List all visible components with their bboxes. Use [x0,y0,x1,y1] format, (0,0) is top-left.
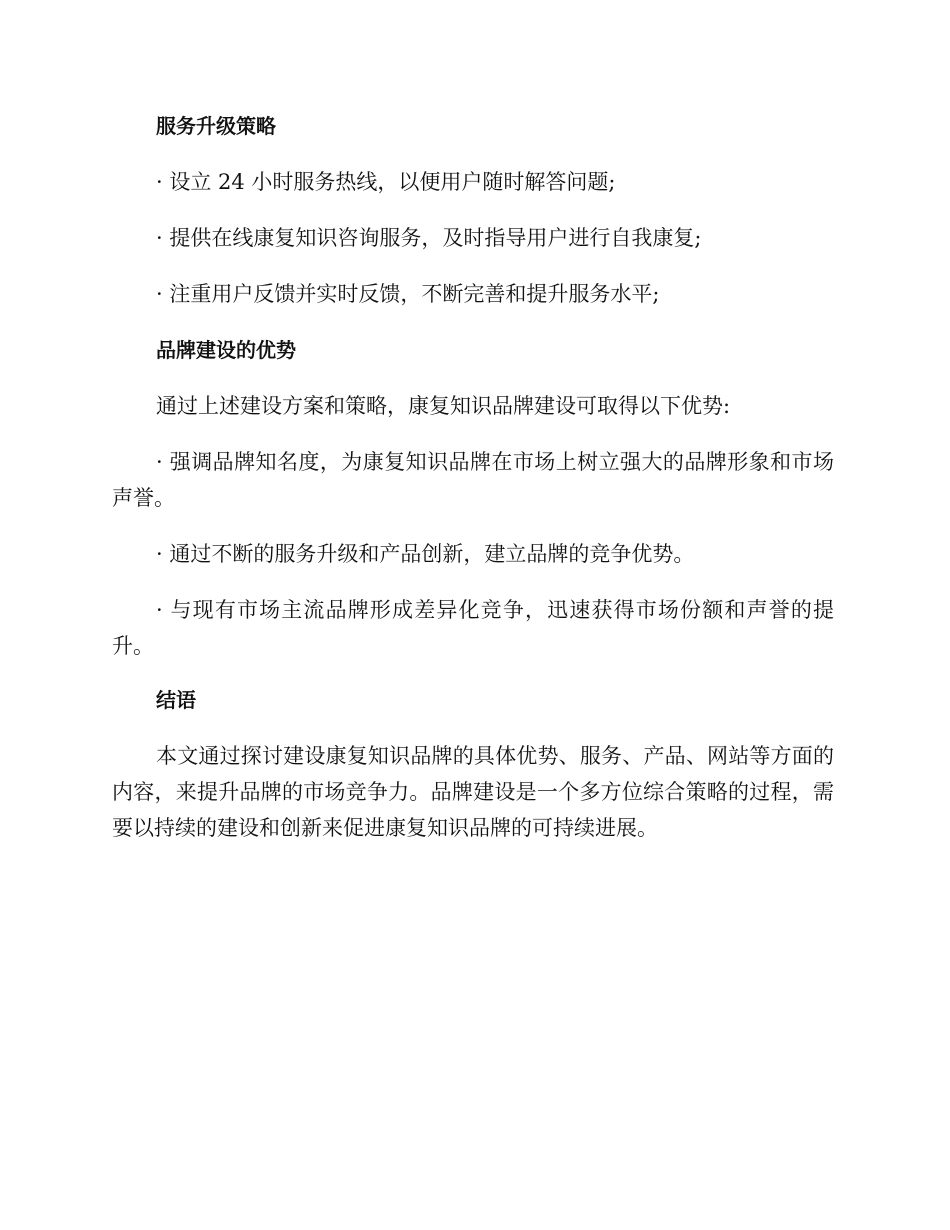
bullet-feedback: · 注重用户反馈并实时反馈，不断完善和提升服务水平; [156,282,660,306]
bullet-online-consult: · 提供在线康复知识咨询服务，及时指导用户进行自我康复; [156,226,702,250]
bullet-brand-awareness: · 强调品牌知名度，为康复知识品牌在市场上树立强大的品牌形象和市场声誉。 [112,450,834,510]
section-heading-conclusion: 结语 [156,688,196,712]
section-heading-service-upgrade: 服务升级策略 [156,114,276,138]
paragraph-intro: 通过上述建设方案和策略，康复知识品牌建设可取得以下优势: [156,394,731,418]
section-heading-brand-advantage: 品牌建设的优势 [156,338,296,362]
bullet-hotline: · 设立 24 小时服务热线，以便用户随时解答问题; [156,170,616,194]
bullet-differentiation: · 与现有市场主流品牌形成差异化竞争，迅速获得市场份额和声誉的提升。 [112,598,834,658]
bullet-competitive-advantage: · 通过不断的服务升级和产品创新，建立品牌的竞争优势。 [156,542,695,566]
paragraph-conclusion: 本文通过探讨建设康复知识品牌的具体优势、服务、产品、网站等方面的内容，来提升品牌的市场竞争力。品牌建设是一个多方位综合策略的过程，需要以持续的建设和创新来促进康复知识品牌的可持续进展。 [112,744,834,840]
document-body [112,108,834,846]
